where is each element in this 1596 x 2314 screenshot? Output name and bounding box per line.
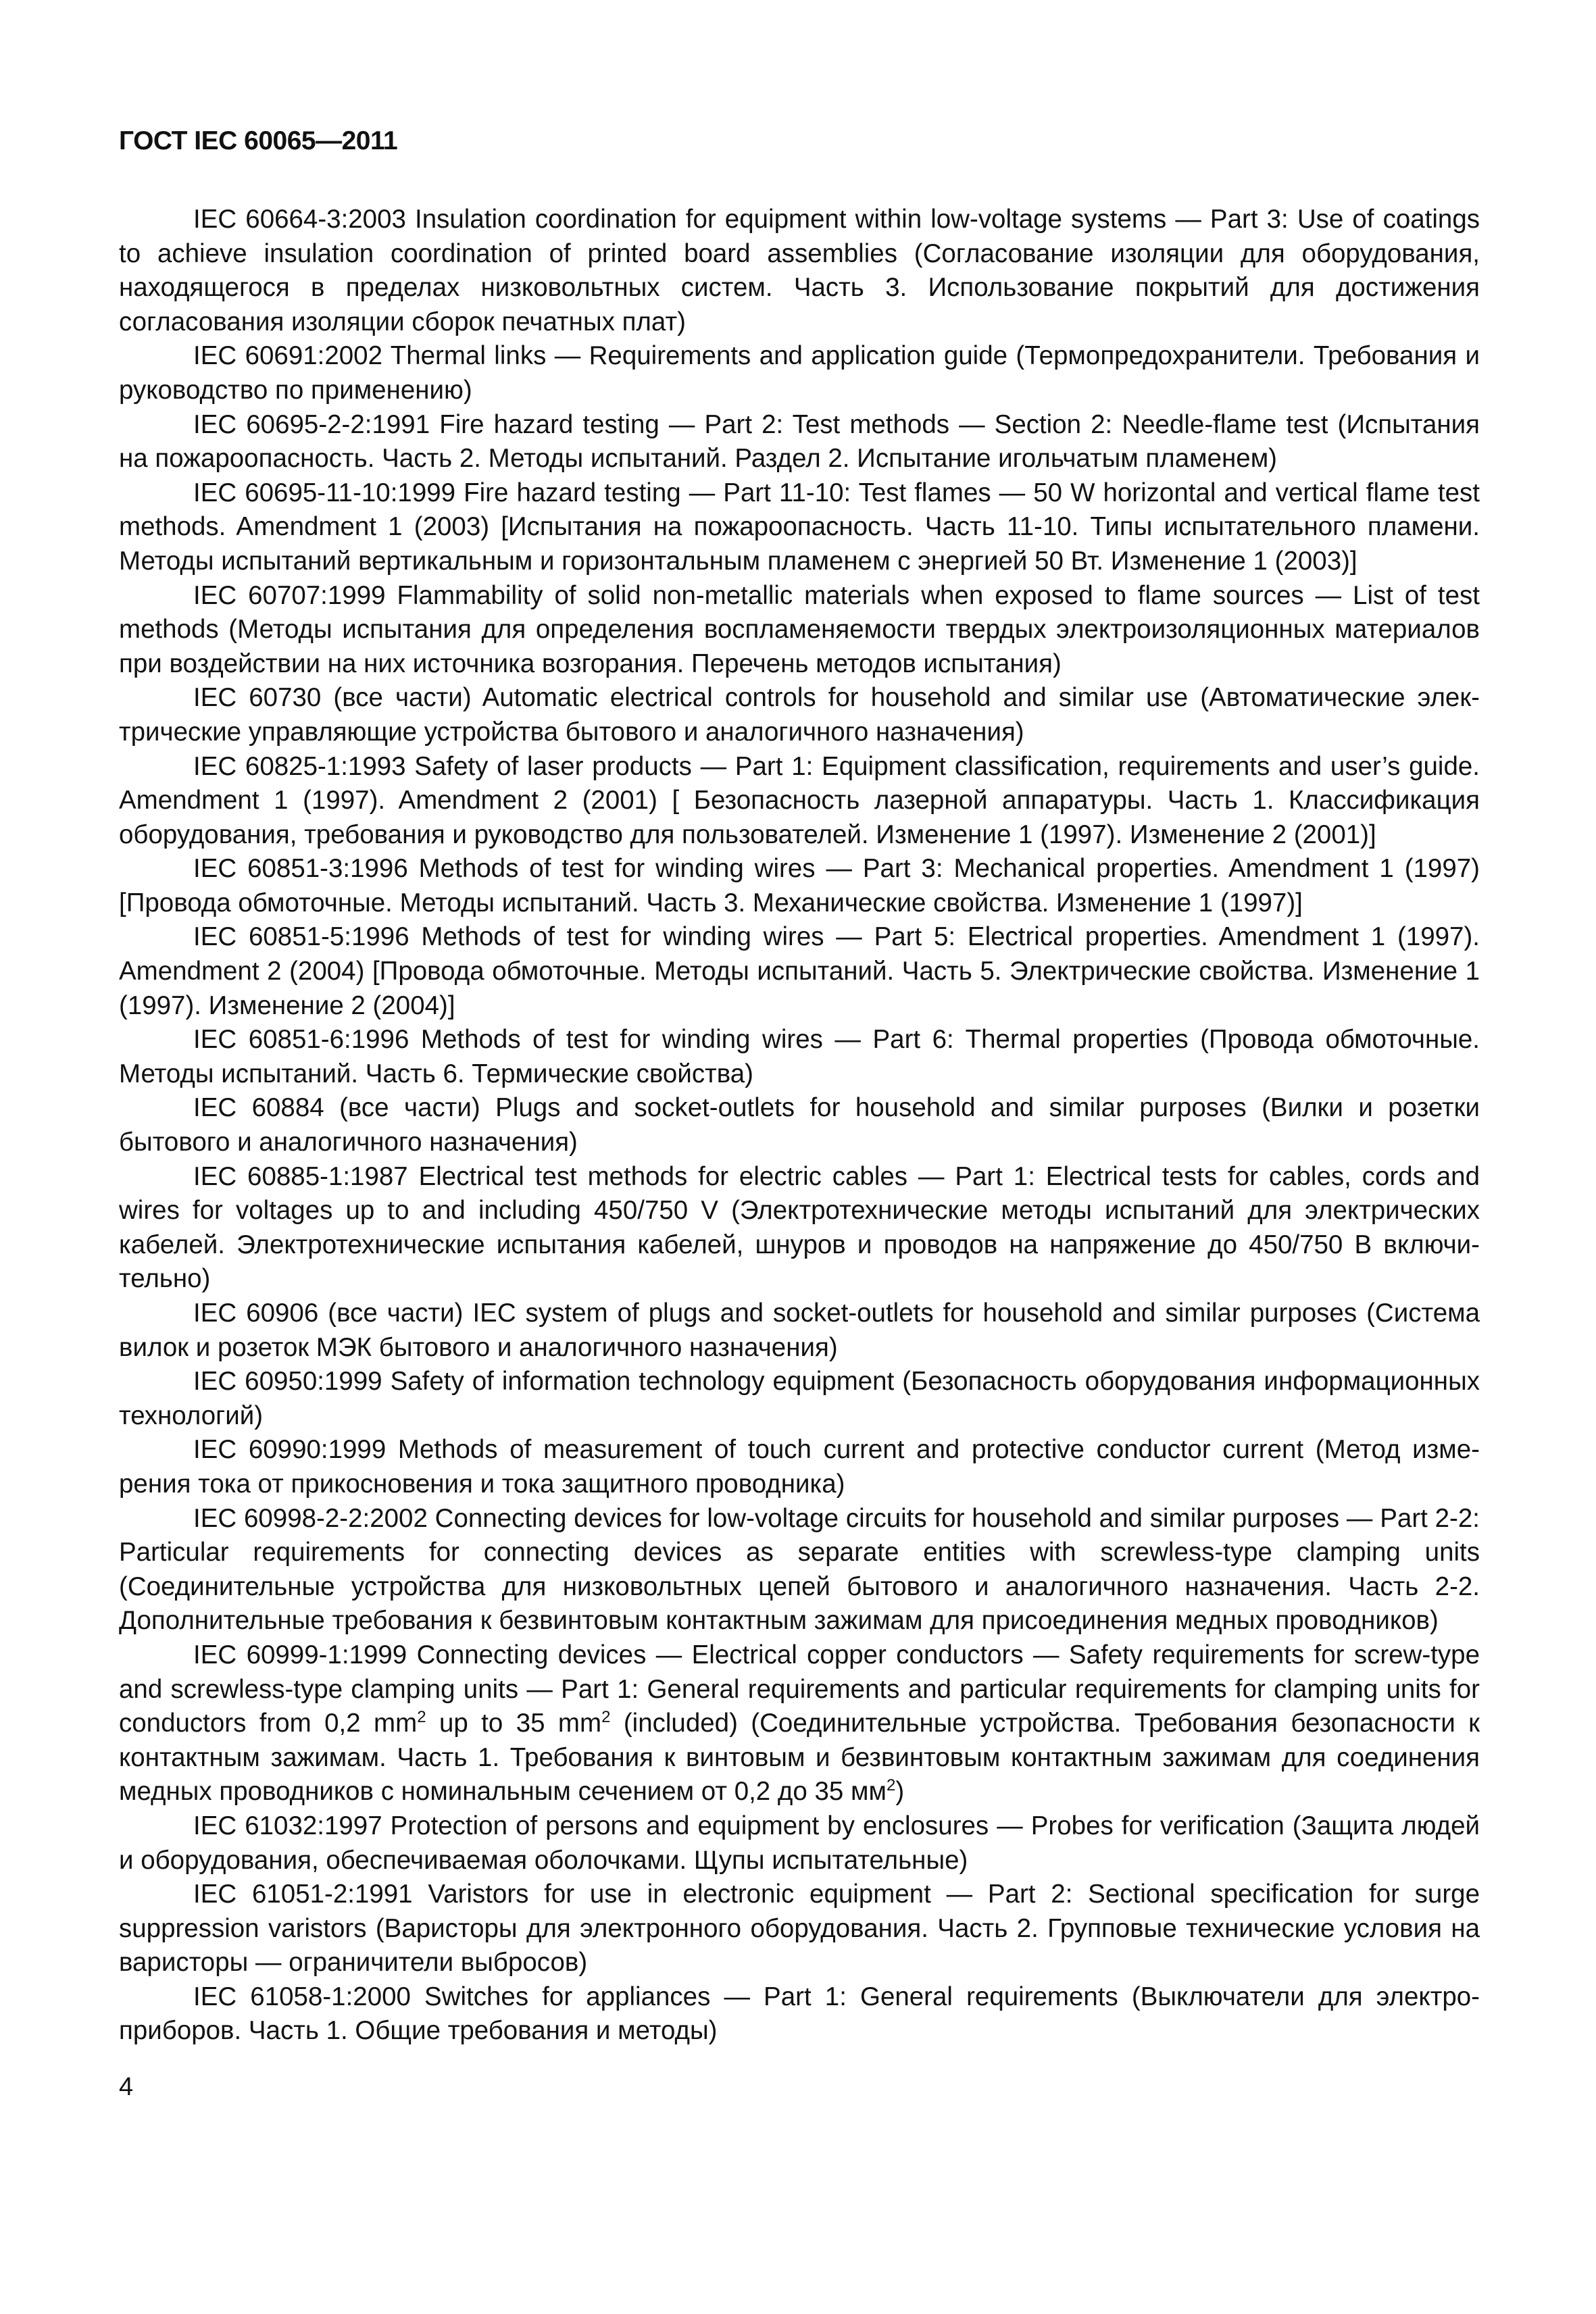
reference-item (119, 1638, 1480, 1809)
superscript: 2 (417, 1708, 426, 1727)
reference-item: IEC 60664-3:2003 Insulation coordination for equipment within low-voltage systems — Part 3: Use of coatings to achieve insulation coordination of printed board assemblies (Согласование изоляции для оборудования, находящегося в пределах низковольтных систем. Часть 3. Использование покрытий для достижения согласования изоляции сборок печатных плат) (119, 205, 1480, 336)
reference-item: IEC 61032:1997 Protection of persons and equipment by enclosures — Probes for verification (Защита людей и оборудования, обеспечиваемая оболочками. Щупы испытательные) (119, 1811, 1480, 1875)
reference-item: IEC 60885-1:1987 Electrical test methods for electric cables — Part 1: Electrical tests for cables, cords and wires for voltages up to and including 450/750 V (Электротехнические методы испытаний для электрических кабелей. Электротехнические испытания кабелей, шнуров и проводов на напряжение до 450/750 В включительно) (119, 1161, 1480, 1294)
superscript: 2 (601, 1708, 611, 1727)
reference-item: IEC 60825-1:1993 Safety of laser products — Part 1: Equipment classification, requirements and user’s guide. Amendment 1 (1997). Amendment 2 (2001) [ Безопасность лазерной аппаратуры. Часть 1. Классификация оборудования, требования и руководство для пользователей. Изменение 1 (1997). Изменение 2 (2001)] (119, 751, 1480, 849)
reference-text: (included) (Соединительные устройства. Требования безопасности к контактным зажимам. Часть 1. Требования к винтовым и безвинтовым контактным зажимам для соединения медных проводников с номинальным сечением от 0,2 до 35 мм (119, 1709, 1480, 1807)
page-number: 4 (119, 2073, 134, 2101)
reference-item: IEC 60730 (все части) Automatic electrical controls for household and similar use (Автоматические электрические управляющие устройства бытового и аналогичного назначения) (119, 683, 1480, 747)
reference-item: IEC 60707:1999 Flammability of solid non-metallic materials when exposed to flame sources — List of test methods (Методы испытания для определения воспламеняемости твердых электроизоляционных материалов при воздействии на них источника возгорания. Перечень методов испытания) (119, 580, 1480, 678)
superscript: 2 (886, 1776, 896, 1795)
reference-item: IEC 60695-2-2:1991 Fire hazard testing — Part 2: Test methods — Section 2: Needle-flame test (Испытания на пожароопасность. Часть 2. Методы испытаний. Раздел 2. Испытание игольчатым пламенем) (119, 409, 1480, 474)
reference-item: IEC 60851-6:1996 Methods of test for winding wires — Part 6: Thermal properties (Провода обмоточные. Методы испытаний. Часть 6. Термические свойства) (119, 1025, 1480, 1088)
reference-item: IEC 60691:2002 Thermal links — Requirements and application guide (Термопредохранители. Требования и руководство по применению) (119, 341, 1480, 405)
reference-item: IEC 60950:1999 Safety of information technology equipment (Безопасность оборудования информационных технологий) (119, 1367, 1480, 1430)
reference-item: IEC 60851-5:1996 Methods of test for winding wires — Part 5: Electrical properties. Amendment 1 (1997). Amendment 2 (2004) [Провода обмоточные. Методы испытаний. Часть 5. Электрические свойства. Изменение 1 (1997). Изменение 2 (2004)] (119, 922, 1480, 1020)
reference-item: IEC 60990:1999 Methods of measurement of touch current and protective conductor current (Метод измерения тока от прикосновения и тока защитного проводника) (119, 1435, 1480, 1499)
reference-item: IEC 60906 (все части) IEC system of plugs and socket-outlets for household and similar purposes (Система вилок и розеток МЭК бытового и аналогичного назначения) (119, 1299, 1480, 1362)
reference-item: IEC 60695-11-10:1999 Fire hazard testing — Part 11-10: Test flames — 50 W horizontal and vertical flame test methods. Amendment 1 (2003) [Испытания на пожароопасность. Часть 11-10. Типы испытательного пламени. Методы испытаний вертикальным и горизонтальным пламенем с энергией 50 Вт. Изменение 1 (2003)] (119, 478, 1480, 576)
document-header: ГОСТ IEC 60065—2011 (119, 126, 398, 155)
reference-text: up to 35 mm (426, 1709, 602, 1738)
reference-item: IEC 61051-2:1991 Varistors for use in electronic equipment — Part 2: Sectional specification for surge suppression varistors (Варисторы для электронного оборудования. Часть 2. Групповые технические условия на варисторы — ограничители выбросов) (119, 1880, 1480, 1978)
reference-item: IEC 61058-1:2000 Switches for appliances — Part 1: General requirements (Выключатели для электроприборов. Часть 1. Общие требования и методы) (119, 1982, 1480, 2046)
reference-item: IEC 60998-2-2:2002 Connecting devices for low-voltage circuits for household and similar purposes — Part 2-2: Particular requirements for connecting devices as separate entities with screwless-type clamping units (Соединительные устройства для низковольтных цепей бытового и аналогичного назначения. Часть 2-2. Дополнительные требования к безвинтовым контактным зажимам для присоединения медных проводников) (119, 1503, 1480, 1636)
reference-text: ) (895, 1777, 905, 1807)
reference-item: IEC 60851-3:1996 Methods of test for winding wires — Part 3: Mechanical properties. Amendment 1 (1997) [Провода обмоточные. Методы испытаний. Часть 3. Механические свойства. Изменение 1 (1997)] (119, 854, 1480, 917)
reference-text: IEC 60999-1:1999 Connecting devices — Electrical copper conductors — Safety requirements for screw-type and screwless-type clamping units — Part 1: General requirements and particular requirements for clamping units for conductors from 0,2 mm (119, 1640, 1480, 1738)
reference-item: IEC 60884 (все части) Plugs and socket-outlets for household and similar purposes (Вилки и розетки бытового и аналогичного назначения) (119, 1093, 1480, 1157)
normative-references-list (119, 203, 1480, 2048)
